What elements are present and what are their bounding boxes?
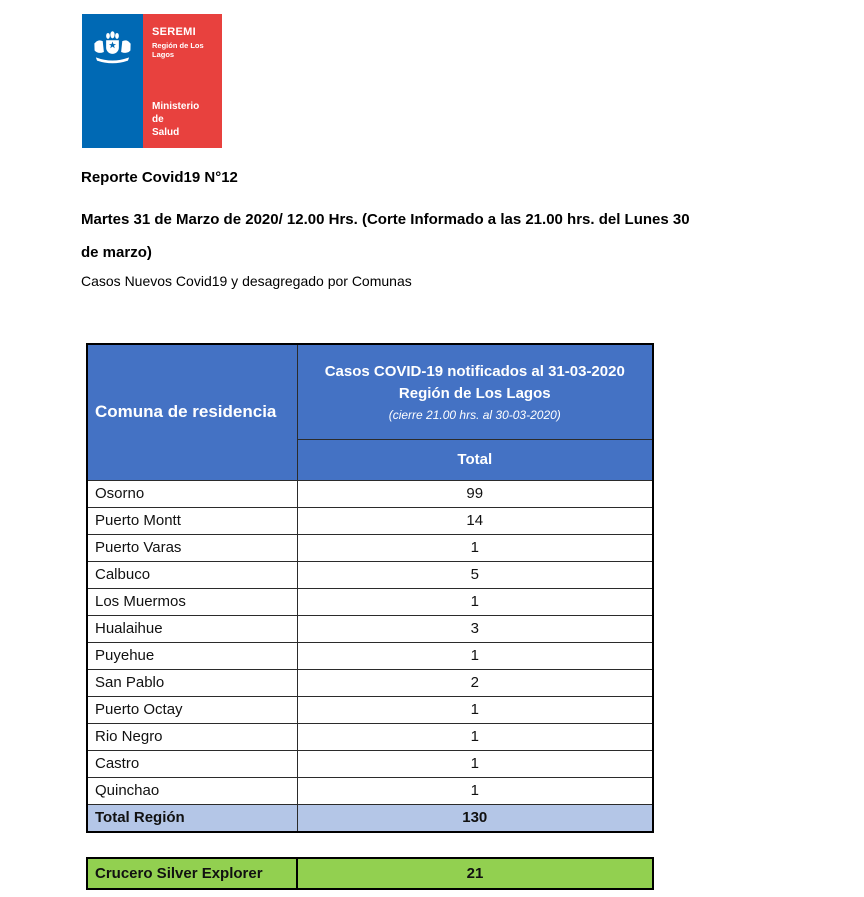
total-cell: 1 [297,696,653,723]
table-header-row [87,344,653,439]
logo-ministry-line1: Ministerio de [152,101,200,125]
comuna-cell: Puerto Octay [87,696,297,723]
total-cell: 1 [297,750,653,777]
table-row [87,642,653,669]
logo-ministry-line2: Salud [152,127,180,138]
comuna-cell: Puerto Varas [87,534,297,561]
report-date-line-1: Martes 31 de Marzo de 2020/ 12.00 Hrs. (Corte Informado a las 21.00 hrs. del Lunes 30 [81,211,690,228]
report-date-line [81,203,796,269]
total-cell: 3 [297,615,653,642]
comuna-cell: Castro [87,750,297,777]
cruise-row [87,858,653,889]
total-cell: 1 [297,777,653,804]
report-title: Reporte Covid19 N°12 [81,169,238,186]
table-row [87,750,653,777]
table-total-row [87,804,653,832]
table-row [87,777,653,804]
table-row [87,696,653,723]
report-date-line-2: de marzo) [81,244,152,261]
total-cell: 5 [297,561,653,588]
total-cell: 1 [297,642,653,669]
total-region-label: Total Región [87,804,297,832]
logo-agency-name: SEREMI [152,26,196,38]
table-row [87,534,653,561]
cases-header-line3: (cierre 21.00 hrs. al 30-03-2020) [388,407,561,422]
cases-column-header [297,344,653,439]
total-cell: 1 [297,534,653,561]
total-cell: 2 [297,669,653,696]
comuna-cell: Quinchao [87,777,297,804]
total-cell: 1 [297,588,653,615]
report-subtitle: Casos Nuevos Covid19 y desagregado por Comunas [81,273,412,289]
logo-blue-panel [82,14,143,148]
cruise-value: 21 [297,858,653,889]
comuna-column-header: Comuna de residencia [87,344,297,480]
total-cell: 14 [297,507,653,534]
table-row [87,507,653,534]
total-column-subheader: Total [297,439,653,480]
total-region-value: 130 [297,804,653,832]
cases-header-line2: Región de Los Lagos [398,384,551,402]
total-cell: 99 [297,480,653,507]
comuna-cell: Osorno [87,480,297,507]
cruise-ship-table [86,857,654,890]
ministry-logo [82,14,222,148]
comuna-cell: Puerto Montt [87,507,297,534]
comuna-cell: Puyehue [87,642,297,669]
logo-red-panel [143,14,222,148]
cases-header-line1: Casos COVID-19 notificados al 31-03-2020 [324,362,625,380]
table-row [87,669,653,696]
comuna-cell: San Pablo [87,669,297,696]
comuna-cell: Hualaihue [87,615,297,642]
covid-cases-table [86,343,654,833]
table-row [87,723,653,750]
table-row [87,615,653,642]
cruise-label: Crucero Silver Explorer [87,858,297,889]
logo-ministry-name [152,100,212,139]
comuna-cell: Rio Negro [87,723,297,750]
table-row [87,480,653,507]
table-row [87,561,653,588]
comuna-cell: Calbuco [87,561,297,588]
comuna-cell: Los Muermos [87,588,297,615]
table-row [87,588,653,615]
total-cell: 1 [297,723,653,750]
logo-region-name: Región de Los Lagos [152,41,204,59]
